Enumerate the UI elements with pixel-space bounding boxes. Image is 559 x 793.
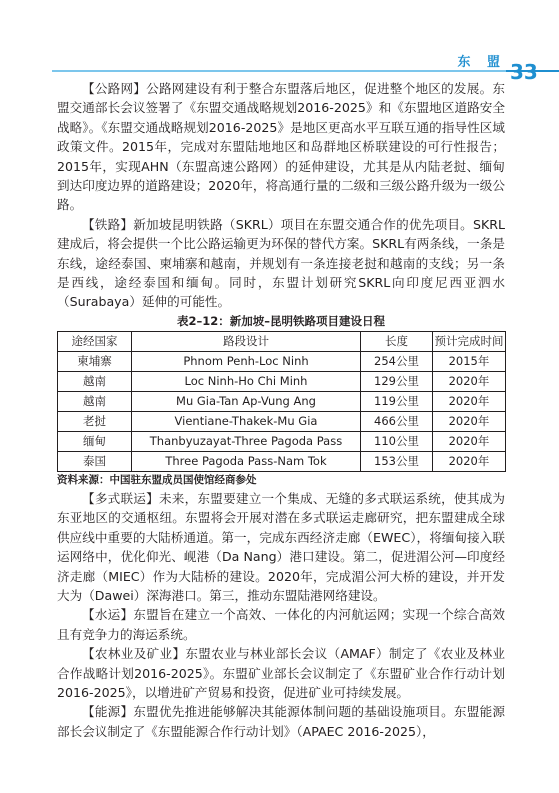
table-row bbox=[58, 351, 506, 371]
cell-section: Loc Ninh-Ho Chi Minh bbox=[132, 371, 361, 391]
paragraph-highway: 【公路网】公路网建设有利于整合东盟落后地区，促进整个地区的发展。东盟交通部长会议签署了《东盟交通战略规划2016-2025》和《东盟地区道路安全战略》。《东盟交通战略规划2016-2025》是地区更高水平互联互通的指导性区域政策文件。2015年，完成对东盟陆地地区和岛群地区桥联建设的可行性报告；2015年，实现AHN（东盟高速公路网）的延伸建设，尤其是从内陆老挝、缅甸到达印度边界的道路建设；2020年，将高通行量的二级和三级公路升级为一级公路。 bbox=[57, 81, 505, 213]
paragraph-waterway: 【水运】东盟旨在建立一个高效、一体化的内河航运网；实现一个综合高效且有竞争力的海运系统。 bbox=[57, 607, 505, 642]
header-rule-light bbox=[52, 70, 506, 72]
header-section: 路段设计 bbox=[132, 331, 361, 351]
table-row bbox=[58, 431, 506, 451]
cell-completion: 2015年 bbox=[433, 351, 506, 371]
paragraph-multimodal: 【多式联运】未来，东盟要建立一个集成、无缝的多式联运系统，使其成为东亚地区的交通枢纽。东盟将会开展对潜在多式联运走廊研究，把东盟建成全球供应线中重要的大陆桥通道。第一，完成东西经济走廊（EWEC），将缅甸接入联运网络中，优化仰光、岘港（Da Nang）港口建设。第二，促进湄公河—印度经济走廊（MIEC）作为大陆桥的建设。2020年，完成湄公河大桥的建设，并开发大为（Dawei）深海港口。第三，推动东盟陆港网络建设。 bbox=[57, 490, 505, 603]
cell-country: 越南 bbox=[58, 391, 132, 411]
cell-length: 254公里 bbox=[361, 351, 433, 371]
cell-completion: 2020年 bbox=[433, 431, 506, 451]
cell-completion: 2020年 bbox=[433, 411, 506, 431]
cell-country: 柬埔寨 bbox=[58, 351, 132, 371]
cell-country: 老挝 bbox=[58, 411, 132, 431]
page-body bbox=[57, 79, 505, 741]
cell-country: 越南 bbox=[58, 371, 132, 391]
table-row bbox=[58, 451, 506, 471]
cell-completion: 2020年 bbox=[433, 451, 506, 471]
section-title: 东 盟 bbox=[457, 55, 506, 70]
header-length: 长度 bbox=[361, 331, 433, 351]
table-source-note: 资料来源：中国驻东盟成员国使馆经商参处 bbox=[57, 473, 257, 486]
header-completion: 预计完成时间 bbox=[433, 331, 506, 351]
cell-completion: 2020年 bbox=[433, 391, 506, 411]
cell-length: 129公里 bbox=[361, 371, 433, 391]
cell-completion: 2020年 bbox=[433, 371, 506, 391]
cell-section: Three Pagoda Pass-Nam Tok bbox=[132, 451, 361, 471]
paragraph-energy: 【能源】东盟优先推进能够解决其能源体制问题的基础设施项目。东盟能源部长会议制定了《东盟能源合作行动计划》（APAEC 2016-2025）， bbox=[57, 704, 505, 739]
railway-schedule-table bbox=[57, 331, 506, 472]
cell-section: Phnom Penh-Loc Ninh bbox=[132, 351, 361, 371]
page-header bbox=[0, 0, 559, 82]
cell-section: Mu Gia-Tan Ap-Vung Ang bbox=[132, 391, 361, 411]
table-row bbox=[58, 391, 506, 411]
cell-country: 泰国 bbox=[58, 451, 132, 471]
cell-section: Vientiane-Thakek-Mu Gia bbox=[132, 411, 361, 431]
cell-length: 119公里 bbox=[361, 391, 433, 411]
table-row bbox=[58, 371, 506, 391]
table-caption: 表2–12：新加坡–昆明铁路项目建设日程 bbox=[176, 313, 385, 328]
cell-length: 466公里 bbox=[361, 411, 433, 431]
table-row bbox=[58, 411, 506, 431]
paragraph-railway: 【铁路】新加坡昆明铁路（SKRL）项目在东盟交通合作的优先项目。SKRL建成后，将会提供一个比公路运输更为环保的替代方案。SKRL有两条线，一条是东线，途经泰国、柬埔寨和越南，并规划有一条连接老挝和越南的支线；另一条是西线，途经泰国和缅甸。同时，东盟计划研究SKRL向印度尼西亚泗水（Surabaya）延伸的可能性。 bbox=[57, 216, 505, 310]
cell-length: 110公里 bbox=[361, 431, 433, 451]
paragraph-agriculture-mining: 【农林业及矿业】东盟农业与林业部长会议（AMAF）制定了《农业及林业合作战略计划2016-2025》。东盟矿业部长会议制定了《东盟矿业合作行动计划2016-2025》，以增进矿产贸易和投资，促进矿业可持续发展。 bbox=[57, 646, 505, 700]
header-country: 途经国家 bbox=[58, 331, 132, 351]
cell-section: Thanbyuzayat-Three Pagoda Pass bbox=[132, 431, 361, 451]
cell-length: 153公里 bbox=[361, 451, 433, 471]
page-number: 33 bbox=[510, 60, 538, 84]
table-header-row bbox=[58, 331, 506, 351]
cell-country: 缅甸 bbox=[58, 431, 132, 451]
